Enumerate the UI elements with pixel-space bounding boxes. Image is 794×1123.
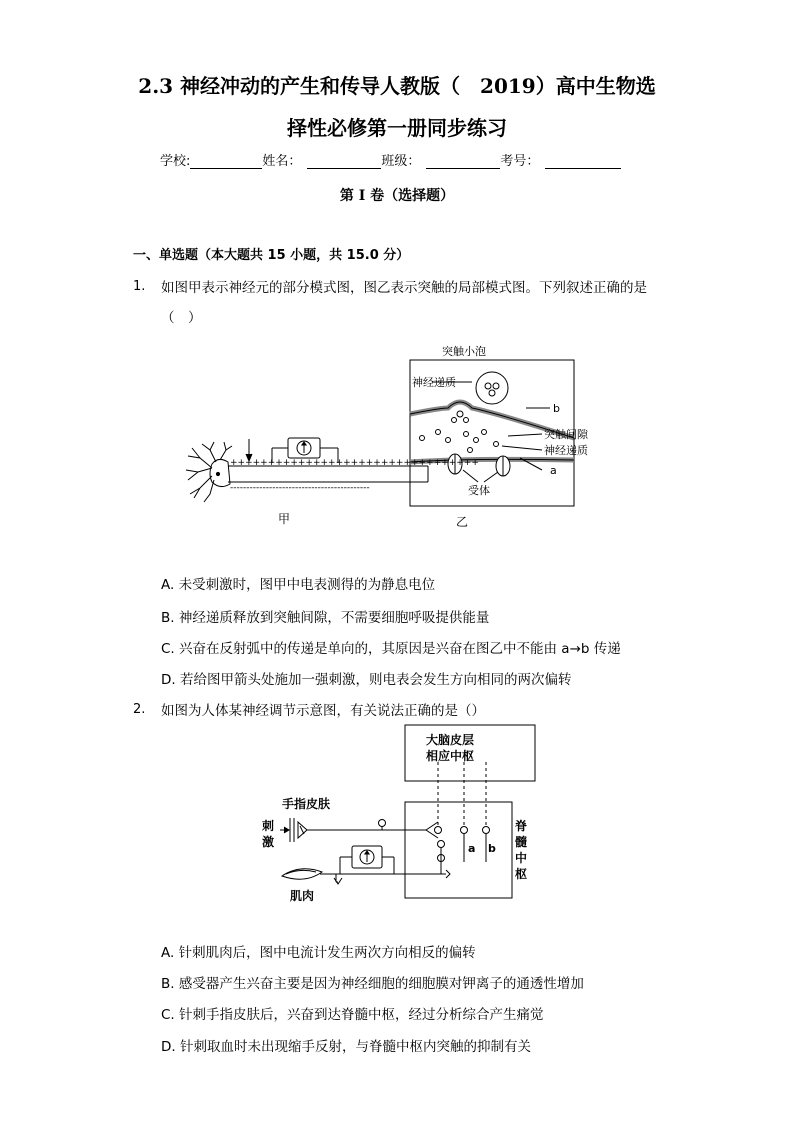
question-2-option-a[interactable]: A. 针刺肌肉后，图中电流计发生两次方向相反的偏转 (161, 945, 476, 961)
doc-title-line1: 2.3 神经冲动的产生和传导人教版（ 2019）高中生物选 (138, 74, 656, 98)
question-1-text: 如图甲表示神经元的部分模式图，图乙表示突触的局部模式图。下列叙述正确的是 (161, 280, 647, 296)
school-label: 学校: (160, 154, 191, 169)
school-field[interactable] (190, 155, 262, 169)
question-1-figure (170, 338, 600, 538)
figure-label-jia: 甲 (278, 512, 291, 526)
section-heading: 一、单选题（本大题共 15 小题，共 15.0 分） (133, 248, 410, 263)
name-label: 姓名： (262, 154, 302, 169)
label-cleft: 突触间隙 (544, 428, 588, 441)
label-a: a (550, 464, 557, 477)
label-cortex-2: 相应中枢 (426, 749, 475, 763)
question-2-option-d[interactable]: D. 针刺取血时未出现缩手反射，与脊髓中枢内突触的抑制有关 (161, 1039, 531, 1055)
question-2-number: 2. (133, 702, 146, 717)
exam-no-field[interactable] (545, 155, 621, 169)
label-transmitter-right: 神经递质 (544, 444, 588, 457)
part-heading: 第 I 卷（选择题） (339, 188, 455, 204)
question-2-option-b[interactable]: B. 感受器产生兴奋主要是因为神经细胞的细胞膜对钾离子的通透性增加 (161, 976, 584, 992)
question-1-option-a[interactable]: A. 未受刺激时，图甲中电表测得的为静息电位 (161, 577, 436, 593)
label-a: a (468, 842, 476, 855)
label-muscle: 肌肉 (290, 889, 315, 903)
question-1-paren: （ ） (161, 310, 202, 326)
question-1-option-c[interactable]: C. 兴奋在反射弧中的传递是单向的，其原因是兴奋在图乙中不能由 a→b 传递 (161, 641, 621, 657)
class-label: 班级： (381, 154, 421, 169)
reflex-arc-diagram (280, 725, 535, 898)
label-receptor: 受体 (468, 484, 490, 497)
label-b: b (553, 402, 560, 415)
class-field[interactable] (426, 155, 500, 169)
label-spinal-1: 脊 (515, 819, 528, 833)
question-1-option-b[interactable]: B. 神经递质释放到突触间隙，不需要细胞呼吸提供能量 (161, 610, 490, 626)
student-info-row (160, 150, 621, 169)
label-spinal-4: 枢 (515, 867, 528, 881)
question-2-figure (250, 722, 540, 910)
label-transmitter-top: 神经递质 (412, 376, 456, 389)
figure-label-yi: 乙 (456, 515, 469, 529)
question-2-option-c[interactable]: C. 针刺手指皮肤后，兴奋到达脊髓中枢，经过分析综合产生痛觉 (161, 1007, 544, 1023)
name-field[interactable] (307, 155, 381, 169)
label-spinal-3: 中 (515, 851, 528, 865)
axon-minus-row: ------------------------------------------- (230, 483, 370, 493)
label-vesicle: 突触小泡 (442, 345, 486, 358)
question-2-text: 如图为人体某神经调节示意图，有关说法正确的是（） (161, 703, 485, 719)
label-stim-2: 激 (262, 835, 275, 849)
exam-no-label: 考号： (500, 154, 540, 169)
doc-title-line2: 择性必修第一册同步练习 (287, 116, 507, 140)
question-1-number: 1. (133, 279, 146, 294)
question-1-option-d[interactable]: D. 若给图甲箭头处施加一强刺激，则电表会发生方向相同的两次偏转 (161, 672, 572, 688)
label-skin: 手指皮肤 (282, 797, 331, 811)
label-stim-1: 刺 (262, 819, 275, 833)
label-spinal-2: 髓 (515, 835, 528, 849)
label-b: b (488, 842, 496, 855)
axon-plus-row: +++++++++++++++++++++++++++++++++ (230, 458, 479, 468)
label-cortex-1: 大脑皮层 (426, 733, 475, 747)
